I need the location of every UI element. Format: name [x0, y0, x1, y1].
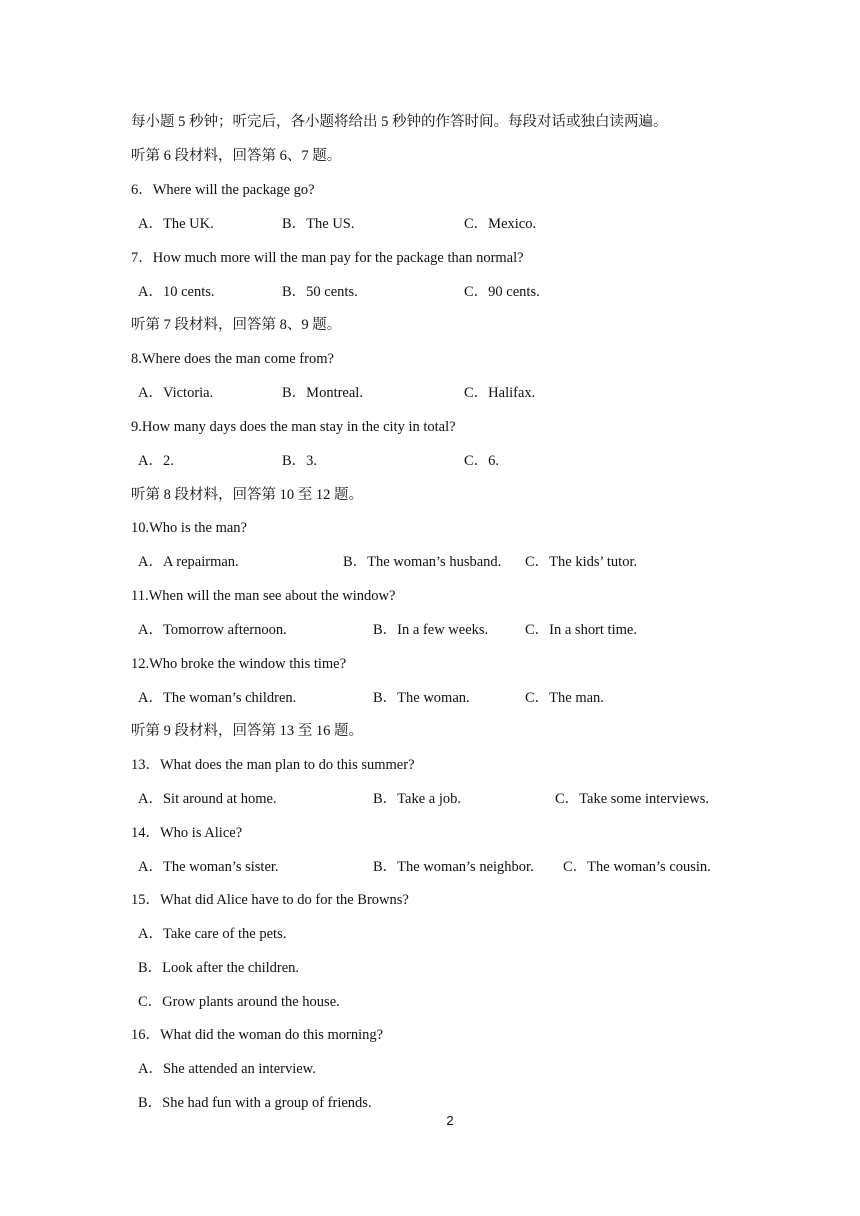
- option-9c: C．6.: [464, 453, 500, 469]
- option-16a: A．She attended an interview.: [138, 1061, 316, 1077]
- option-11b: B．In a few weeks.: [373, 622, 489, 638]
- option-8c: C．Halifax.: [464, 385, 536, 401]
- option-7a: A．10 cents.: [138, 284, 215, 300]
- option-12c: C．The man.: [525, 690, 604, 706]
- option-13c: C．Take some interviews.: [555, 791, 710, 807]
- option-11a: A．Tomorrow afternoon.: [138, 622, 287, 638]
- option-9b: B．3.: [282, 453, 318, 469]
- option-14b: B．The woman’s neighbor.: [373, 859, 534, 875]
- option-15a: A．Take care of the pets.: [138, 926, 287, 942]
- option-11c: C．In a short time.: [525, 622, 637, 638]
- question-8: 8.Where does the man come from?: [131, 351, 334, 367]
- option-6c: C．Mexico.: [464, 216, 537, 232]
- option-8b: B．Montreal.: [282, 385, 363, 401]
- option-10c: C．The kids’ tutor.: [525, 554, 638, 570]
- option-15c: C．Grow plants around the house.: [138, 994, 340, 1010]
- option-15b: B．Look after the children.: [138, 960, 300, 976]
- section-heading-6: 听第 6 段材料，回答第 6、7 题。: [131, 148, 342, 164]
- option-12b: B．The woman.: [373, 690, 470, 706]
- option-16b: B．She had fun with a group of friends.: [138, 1095, 372, 1111]
- option-10a: A．A repairman.: [138, 554, 239, 570]
- option-12a: A．The woman’s children.: [138, 690, 297, 706]
- question-15: 15．What did Alice have to do for the Browns?: [131, 892, 409, 908]
- question-14: 14．Who is Alice?: [131, 825, 243, 841]
- question-12: 12.Who broke the window this time?: [131, 656, 347, 672]
- question-6: 6．Where will the package go?: [131, 182, 315, 198]
- option-7c: C．90 cents.: [464, 284, 540, 300]
- option-9a: A．2.: [138, 453, 174, 469]
- page-number: 2: [446, 1113, 454, 1128]
- option-6b: B．The US.: [282, 216, 355, 232]
- option-13a: A．Sit around at home.: [138, 791, 277, 807]
- question-10: 10.Who is the man?: [131, 520, 247, 536]
- option-7b: B．50 cents.: [282, 284, 358, 300]
- option-14a: A．The woman’s sister.: [138, 859, 279, 875]
- question-11: 11.When will the man see about the window?: [131, 588, 396, 604]
- option-8a: A．Victoria.: [138, 385, 214, 401]
- section-heading-9: 听第 9 段材料，回答第 13 至 16 题。: [131, 723, 363, 739]
- option-6a: A．The UK.: [138, 216, 214, 232]
- question-7: 7．How much more will the man pay for the package than normal?: [131, 250, 524, 266]
- question-13: 13．What does the man plan to do this summer?: [131, 757, 415, 773]
- option-10b: B．The woman’s husband.: [343, 554, 502, 570]
- question-9: 9.How many days does the man stay in the city in total?: [131, 419, 456, 435]
- section-heading-8: 听第 8 段材料，回答第 10 至 12 题。: [131, 487, 363, 503]
- instructions-text: 每小题 5 秒钟；听完后，各小题将给出 5 秒钟的作答时间。每段对话或独白读两遍。: [131, 114, 668, 130]
- question-16: 16．What did the woman do this morning?: [131, 1027, 384, 1043]
- option-14c: C．The woman’s cousin.: [563, 859, 711, 875]
- section-heading-7: 听第 7 段材料，回答第 8、9 题。: [131, 317, 342, 333]
- option-13b: B．Take a job.: [373, 791, 461, 807]
